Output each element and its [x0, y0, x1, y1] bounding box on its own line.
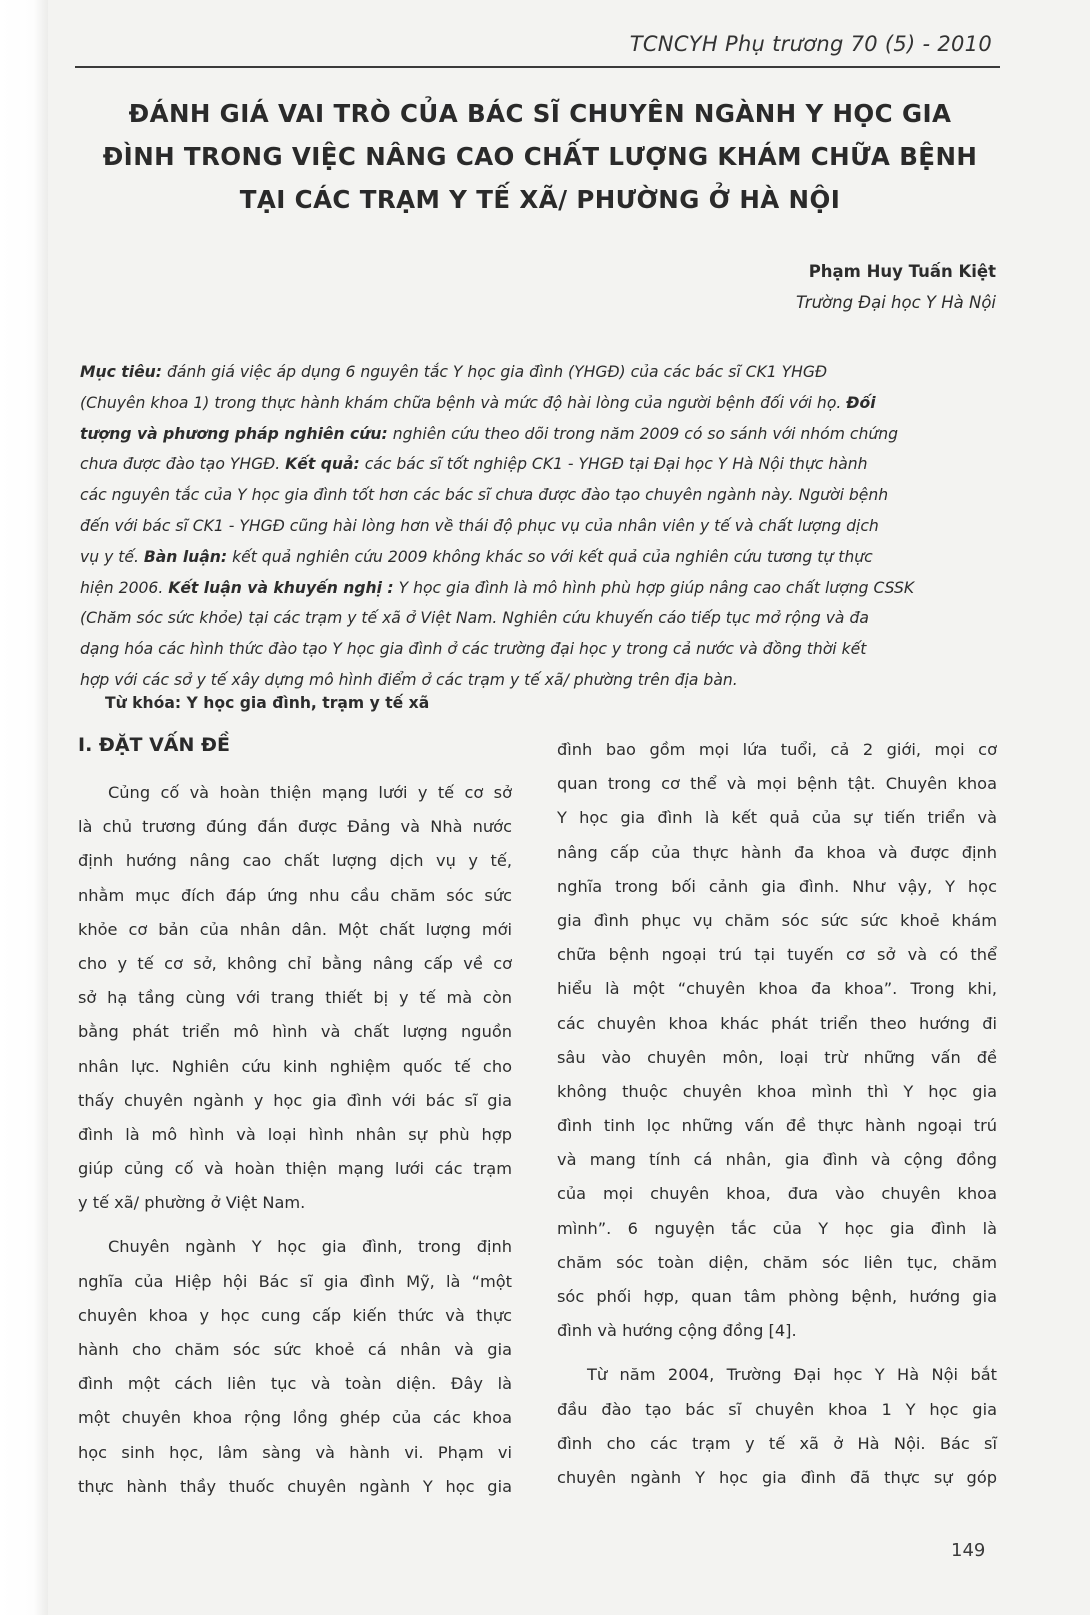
- body-line: nghĩa trong bối cảnh gia đình. Như vậy, Y học: [557, 876, 997, 896]
- abstract-label-conclusion: Kết luận và khuyến nghị :: [168, 578, 394, 597]
- body-line: hiểu là một “chuyên khoa đa khoa”. Trong khi,: [557, 979, 997, 999]
- body-line: chuyên ngành Y học gia đình đã thực sự góp: [557, 1467, 997, 1487]
- body-line: đầu đào tạo bác sĩ chuyên khoa 1 Y học gia: [557, 1399, 997, 1419]
- header-rule: [75, 66, 1000, 68]
- body-line: của mọi chuyên khoa, đưa vào chuyên khoa: [557, 1184, 997, 1204]
- body-line: Củng cố và hoàn thiện mạng lưới y tế cơ sở: [108, 783, 512, 802]
- body-line: đình là mô hình và loại hình nhân sự phù hợp: [78, 1124, 512, 1144]
- body-line: sóc phối hợp, quan tâm phòng bệnh, hướng gia: [557, 1287, 997, 1306]
- body-line: định hướng nâng cao chất lượng dịch vụ y tế,: [78, 851, 512, 871]
- body-line: y tế xã/ phường ở Việt Nam.: [78, 1193, 306, 1213]
- body-line: Chuyên ngành Y học gia đình, trong định: [108, 1237, 512, 1257]
- abstract-line: hợp với các sở y tế xây dựng mô hình điểm ở các trạm y tế xã/ phường trên địa bàn.: [80, 670, 738, 689]
- title-line: TẠI CÁC TRẠM Y TẾ XÃ/ PHƯỜNG Ở HÀ NỘI: [239, 185, 841, 214]
- article-title: [70, 92, 1010, 221]
- body-line: đình cho các trạm y tế xã ở Hà Nội. Bác sĩ: [557, 1433, 997, 1453]
- author-name: Phạm Huy Tuấn Kiệt: [808, 262, 996, 281]
- body-line: Từ năm 2004, Trường Đại học Y Hà Nội bắt: [587, 1365, 997, 1385]
- body-line: nâng cấp của thực hành đa khoa và được định: [557, 842, 997, 862]
- body-column-right: [557, 733, 997, 1495]
- body-line: chăm sóc toàn diện, chăm sóc liên tục, chăm: [557, 1252, 997, 1272]
- body-line: và mang tính cá nhân, gia đình và cộng đồng: [557, 1150, 997, 1170]
- section-heading: I. ĐẶT VẤN ĐỀ: [78, 734, 230, 756]
- body-line: sâu vào chuyên môn, loại trừ những vấn đề: [557, 1047, 997, 1067]
- body-line: khỏe cơ bản của nhân dân. Một chất lượng mới: [78, 919, 512, 939]
- abstract-line: Mục tiêu: đánh giá việc áp dụng 6 nguyên tắc Y học gia đình (YHGĐ) của các bác sĩ CK1 YHGĐ: [80, 363, 828, 381]
- abstract-label-objective: Mục tiêu:: [80, 363, 163, 381]
- abstract-line: tượng và phương pháp nghiên cứu: nghiên cứu theo dõi trong năm 2009 có so sánh với nhóm chứng: [80, 424, 898, 443]
- abstract-line: (Chuyên khoa 1) trong thực hành khám chữa bệnh và mức độ hài lòng của người bệnh đối với họ. Đối: [80, 393, 876, 412]
- abstract-line: chưa được đào tạo YHGĐ. Kết quả: các bác sĩ tốt nghiệp CK1 - YHGĐ tại Đại học Y Hà Nội thực hành: [80, 455, 868, 474]
- body-line: Y học gia đình là kết quả của sự tiến triển và: [557, 808, 997, 828]
- abstract-line: (Chăm sóc sức khỏe) tại các trạm y tế xã ở Việt Nam. Nghiên cứu khuyến cáo tiếp tục mở rộng và đa: [80, 609, 869, 628]
- body-line: nhằm mục đích đáp ứng nhu cầu chăm sóc sức: [78, 885, 512, 905]
- body-line: cho y tế cơ sở, không chỉ bằng nâng cấp về cơ: [78, 953, 512, 973]
- abstract-label-results: Kết quả:: [285, 455, 360, 474]
- body-line: quan trong cơ thể và mọi bệnh tật. Chuyên khoa: [557, 774, 997, 794]
- body-line: nghĩa của Hiệp hội Bác sĩ gia đình Mỹ, là “một: [78, 1271, 512, 1291]
- running-header: TCNCYH Phụ trương 70 (5) - 2010: [629, 32, 992, 56]
- body-column-left: [78, 776, 512, 1504]
- body-line: chữa bệnh ngoại trú tại tuyến cơ sở và có thể: [557, 945, 997, 965]
- body-line: chuyên khoa y học cung cấp kiến thức và thực: [78, 1305, 512, 1325]
- abstract-label-subjects: Đối: [846, 393, 876, 412]
- body-line: thấy chuyên ngành y học gia đình với bác sĩ gia: [78, 1090, 512, 1110]
- body-line: một chuyên khoa rộng lồng ghép của các khoa: [78, 1408, 512, 1428]
- abstract-line: dạng hóa các hình thức đào tạo Y học gia đình ở các trường đại học y trong cả nước và đồng thời kết: [80, 640, 867, 659]
- abstract-line: vụ y tế. Bàn luận: kết quả nghiên cứu 2009 không khác so với kết quả của nghiên cứu tương tự thực: [80, 547, 873, 566]
- author-affiliation: Trường Đại học Y Hà Nội: [795, 293, 996, 312]
- body-line: gia đình phục vụ chăm sóc sức sức khoẻ khám: [557, 910, 997, 930]
- body-line: giúp củng cố và hoàn thiện mạng lưới các trạm: [78, 1159, 512, 1179]
- scan-margin: [0, 0, 48, 1615]
- body-line: là chủ trương đúng đắn được Đảng và Nhà nước: [78, 817, 512, 837]
- body-line: đình bao gồm mọi lứa tuổi, cả 2 giới, mọi cơ: [557, 740, 997, 759]
- abstract-label-discussion: Bàn luận:: [143, 547, 228, 566]
- body-line: học sinh học, lâm sàng và hành vi. Phạm vi: [78, 1442, 512, 1462]
- abstract-label-methods: tượng và phương pháp nghiên cứu:: [80, 424, 388, 443]
- body-line: bằng phát triển mô hình và chất lượng nguồn: [78, 1022, 512, 1042]
- page-number: 149: [951, 1540, 986, 1561]
- title-line: ĐÌNH TRONG VIỆC NÂNG CAO CHẤT LƯỢNG KHÁM CHỮA BỆNH: [102, 142, 978, 171]
- abstract: [80, 357, 1000, 696]
- keywords: Từ khóa: Y học gia đình, trạm y tế xã: [105, 694, 430, 712]
- abstract-line: hiện 2006. Kết luận và khuyến nghị : Y học gia đình là mô hình phù hợp giúp nâng cao chất lượng CSSK: [80, 578, 915, 597]
- body-line: mình”. 6 nguyện tắc của Y học gia đình là: [557, 1218, 997, 1238]
- body-line: sở hạ tầng cùng với trang thiết bị y tế mà còn: [78, 988, 512, 1008]
- body-line: đình tinh lọc những vấn đề thực hành ngoại trú: [557, 1116, 997, 1136]
- paragraph-gap: [557, 1348, 997, 1358]
- paragraph-gap: [78, 1220, 512, 1230]
- body-line: các chuyên khoa khác phát triển theo hướng đi: [557, 1013, 997, 1033]
- body-line: đình một cách liên tục và toàn diện. Đây là: [78, 1374, 512, 1394]
- body-line: không thuộc chuyên khoa mình thì Y học gia: [557, 1081, 997, 1101]
- body-line: thực hành thầy thuốc chuyên ngành Y học gia: [78, 1476, 512, 1496]
- abstract-line: các nguyên tắc của Y học gia đình tốt hơn các bác sĩ chưa được đào tạo chuyên ngành này. Người bệnh: [80, 486, 889, 505]
- abstract-line: đến với bác sĩ CK1 - YHGĐ cũng hài lòng hơn về thái độ phục vụ của nhân viên y tế và chất lượng dịch: [80, 516, 879, 535]
- body-line: đình và hướng cộng đồng [4].: [557, 1321, 797, 1341]
- body-line: nhân lực. Nghiên cứu kinh nghiệm quốc tế cho: [78, 1056, 512, 1076]
- body-line: hành cho chăm sóc sức khoẻ cá nhân và gia: [78, 1340, 512, 1359]
- title-line: ĐÁNH GIÁ VAI TRÒ CỦA BÁC SĨ CHUYÊN NGÀNH Y HỌC GIA: [128, 99, 952, 128]
